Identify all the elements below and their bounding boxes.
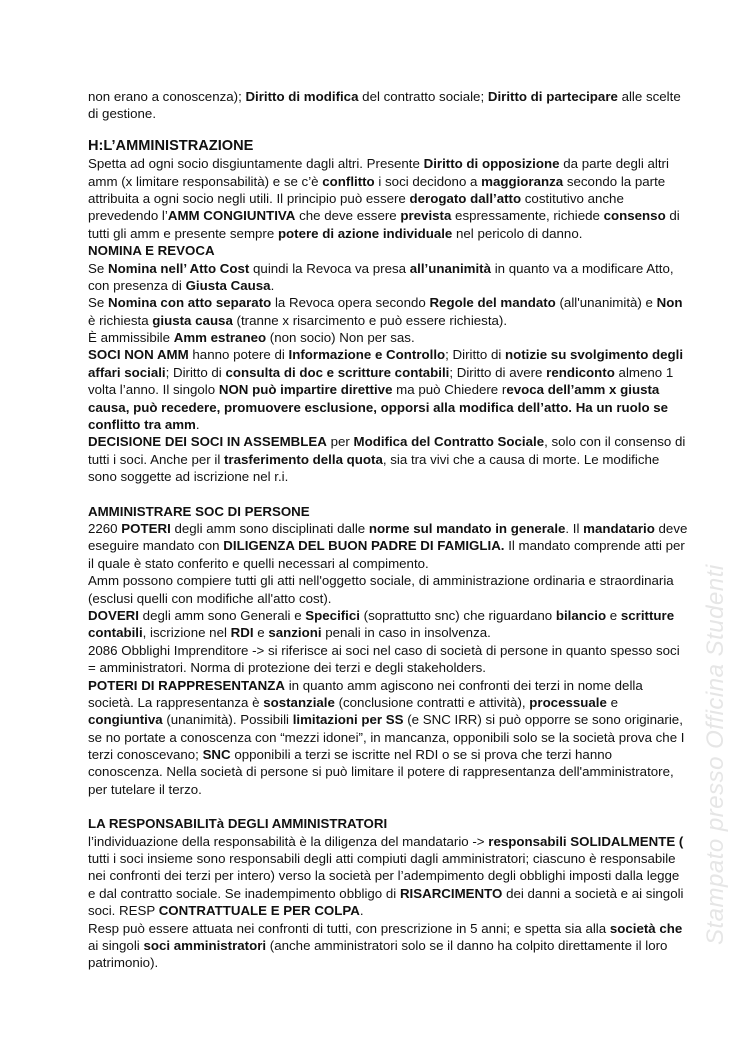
bold-text: norme sul mandato in generale [368, 520, 566, 536]
section-heading: H:L’AMMINISTRAZIONE [88, 137, 254, 154]
bold-text: conflitto [322, 173, 375, 189]
blank-line [88, 798, 663, 813]
bold-text: derogato dall’atto [409, 190, 522, 206]
text-line [88, 833, 684, 850]
text-line [88, 920, 683, 937]
bold-text: affari sociali [88, 364, 166, 380]
bold-text: sostanziale [263, 694, 335, 710]
text: tutti i soci. Anche per il [88, 451, 224, 467]
bold-text: notizie su svolgimento degli [505, 347, 684, 363]
text-line [88, 260, 674, 277]
bold-text: NON può impartire direttive [218, 382, 393, 398]
text: costitutivo anche [521, 190, 624, 206]
text: opponibili a terzi se iscritte nel RDI o se si prova che terzi hanno [230, 747, 613, 763]
text: Amm possono compiere tutti gli atti nell'oggetto sociale, di amministrazione ordinaria e straordinaria [88, 573, 674, 589]
bold-text: NOMINA E REVOCA [88, 243, 215, 259]
text-line [88, 607, 675, 624]
text: con presenza di [88, 277, 186, 293]
bold-text: AMMINISTRARE SOC DI PERSONE [88, 503, 310, 519]
text: penali in caso in insolvenza. [321, 625, 491, 641]
text-line [88, 659, 663, 676]
bold-text: consulta di doc e scritture contabili [225, 364, 450, 380]
bold-text: maggioranza [481, 173, 564, 189]
bold-text: giusta causa [152, 312, 233, 328]
bold-text: Giusta Causa [185, 277, 271, 293]
bold-text: consenso [603, 208, 666, 224]
text-line [88, 590, 663, 607]
text: (soprattutto snc) che riguardano [359, 607, 556, 623]
text-line [88, 329, 663, 346]
text: quindi la Revoca va presa [249, 260, 410, 276]
bold-text: contabili [88, 625, 143, 641]
bold-text: sanzioni [268, 625, 322, 641]
text-line [88, 555, 663, 572]
text-line [88, 815, 663, 832]
text: ; Diritto di [165, 364, 226, 380]
text-line [88, 433, 686, 450]
text: . Il [565, 520, 584, 536]
text: conoscenza. Nella società di persone si può limitare il potere di rappresentanza dell'amministratore, [88, 764, 674, 780]
bold-text: RDI [230, 625, 254, 641]
text: di gestione. [88, 106, 157, 122]
text: per [326, 434, 354, 450]
bold-text: CONTRATTUALE E PER COLPA [158, 903, 360, 919]
bold-text: AMM CONGIUNTIVA [167, 208, 296, 224]
bold-text: bilancio [555, 607, 607, 623]
text: eseguire mandato con [88, 538, 224, 554]
text-line [88, 399, 669, 416]
bold-text: conflitto tra amm [88, 417, 196, 433]
text-line [88, 781, 663, 798]
bold-text: Regole del mandato [429, 295, 556, 311]
text-line [88, 468, 663, 485]
text-line [88, 624, 663, 641]
text: degli amm sono Generali e [138, 607, 306, 623]
bold-text: RISARCIMENTO [399, 885, 503, 901]
text: (e SNC IRR) si può opporre se sono originarie, [403, 712, 683, 728]
text: Spetta ad ogni socio disgiuntamente dagli altri. Presente [88, 156, 424, 172]
text-line [88, 294, 683, 311]
text: società. La rappresentanza è [88, 694, 264, 710]
text: del contratto sociale; [358, 89, 488, 104]
text-line [88, 729, 685, 746]
text: da parte degli altri [559, 156, 669, 172]
bold-text: Nomina nell’ Atto Cost [107, 260, 250, 276]
text-line [88, 954, 663, 971]
text-line [88, 537, 685, 554]
text: ; Diritto di avere [449, 364, 547, 380]
bold-text: POTERI DI RAPPRESENTANZA [88, 677, 286, 693]
bold-text: causa, può recedere, promuovere esclusione, opporsi alla modifica dell’atto. Ha un ruolo se [88, 399, 669, 415]
text-line [88, 850, 676, 867]
blank-line [88, 123, 663, 138]
text: 2086 Obblighi Imprenditore -> si riferisce ai soci nel caso di società di persone in quanto spesso soci [88, 642, 680, 658]
text: (anche amministratori solo se il danno ha colpito direttamente il loro [266, 937, 668, 953]
text: e [253, 625, 269, 641]
bold-text: Amm estraneo [173, 330, 267, 346]
text-line [88, 572, 674, 589]
bold-text: scritture [620, 607, 675, 623]
bold-text: processuale [529, 694, 607, 710]
text: l’individuazione della responsabilità è la diligenza del mandatario -> [88, 833, 489, 849]
text: almeno 1 [614, 364, 674, 380]
text: attribuita a ogni socio negli utili. Il principio può essere [88, 190, 410, 206]
text: hanno potere di [188, 347, 289, 363]
bold-text: società che [609, 920, 683, 936]
text-line [88, 207, 680, 224]
text: (unanimità). Possibili [162, 712, 293, 728]
text: sono soggette ad iscrizione nel r.i. [88, 469, 289, 485]
text: . [270, 277, 275, 293]
bold-text: Non [656, 295, 683, 311]
text-line [88, 155, 669, 172]
text-line [88, 642, 680, 659]
text: (conclusione contratti e attività), [334, 694, 530, 710]
bold-text: Diritto di opposizione [423, 156, 560, 172]
bold-text: responsabili SOLIDALMENTE ( [488, 833, 684, 849]
text: . [359, 903, 364, 919]
bold-text: SNC [202, 747, 231, 763]
text: in quanto va a modificare Atto, [491, 260, 674, 276]
text-line [88, 364, 674, 381]
text: tutti gli amm e presente sempre [88, 225, 278, 241]
text-line [88, 277, 663, 294]
bold-text: trasferimento della quota [224, 451, 383, 467]
text: il quale è stato conferito e quelli necessari al compimento. [88, 555, 429, 571]
text: = amministratori. Norma di protezione dei terzi e degli stakeholders. [88, 660, 486, 676]
text-line [88, 711, 683, 728]
text-line [88, 746, 663, 763]
bold-text: potere di azione individuale [277, 225, 453, 241]
text: nei confronti dei terzi per intero) verso la società per l’adempimento degli obblighi imposti dalla legge [88, 868, 680, 884]
bold-text: Diritto di modifica [245, 89, 359, 104]
text-line [88, 902, 663, 919]
text: Se [88, 260, 108, 276]
text-line [88, 105, 663, 122]
text: (all'unanimità) e [555, 295, 657, 311]
text-line [88, 763, 674, 780]
bold-text: Modifica del Contratto Sociale [353, 434, 545, 450]
bold-text: POTERI [121, 520, 171, 536]
text-line [88, 190, 663, 207]
text-line [88, 451, 663, 468]
text: soci. RESP [88, 903, 159, 919]
text: (non socio) Non per sas. [266, 330, 415, 346]
text: ; Diritto di [445, 347, 505, 363]
text-line [88, 312, 663, 329]
text: È ammissibile [88, 330, 174, 346]
text: terzi conoscevano; [88, 747, 203, 763]
text: alle scelte [617, 89, 681, 104]
text: nel pericolo di danno. [452, 225, 583, 241]
text: 2260 [88, 520, 122, 536]
bold-text: Specifici [305, 607, 360, 623]
text: i soci decidono a [374, 173, 482, 189]
text-line [88, 867, 680, 884]
text: Se [88, 295, 108, 311]
bold-text: Diritto di partecipare [487, 89, 618, 104]
text-line [88, 88, 681, 105]
text-line [88, 885, 684, 902]
text: e [606, 607, 621, 623]
bold-text: prevista [400, 208, 452, 224]
text: ma può Chiedere r [392, 382, 507, 398]
text: , iscrizione nel [142, 625, 231, 641]
bold-text: DOVERI [88, 607, 139, 623]
text-line [88, 381, 663, 398]
bold-text: rendiconto [546, 364, 615, 380]
bold-text: all’unanimità [409, 260, 492, 276]
text-line [88, 225, 663, 242]
text: se no portate a conoscenza con “mezzi idonei”, in mancanza, opponibili solo se la società prova che I [88, 729, 685, 745]
text: dei danni a società e ai singoli [502, 885, 684, 901]
text-line [88, 416, 663, 433]
text: amm (x limitare responsabilità) e se c’è [88, 173, 323, 189]
text: secondo la parte [563, 173, 666, 189]
bold-text: DILIGENZA DEL BUON PADRE DI FAMIGLIA. [223, 538, 505, 554]
watermark: Stampato presso Officina Studenti [702, 564, 729, 945]
text-line [88, 173, 666, 190]
text: per tutelare il terzo. [88, 781, 202, 797]
text-line [88, 694, 663, 711]
bold-text: evoca dell’amm x giusta [506, 382, 660, 398]
bold-text: Nomina con atto separato [107, 295, 272, 311]
document-body [88, 88, 688, 972]
text: è richiesta [88, 312, 153, 328]
text: , solo con il consenso di [544, 434, 686, 450]
blank-line [88, 486, 663, 501]
text: volta l’anno. Il singolo [88, 382, 219, 398]
text-line [88, 242, 663, 259]
bold-text: limitazioni per SS [292, 712, 404, 728]
text: (esclusi quelli con modifiche all'atto cost). [88, 590, 332, 606]
text: espressamente, richiede [451, 208, 604, 224]
bold-text: DECISIONE DEI SOCI IN ASSEMBLEA [88, 434, 327, 450]
text-line [88, 346, 684, 363]
text: (tranne x risarcimento e può essere richiesta). [232, 312, 508, 328]
text-line [88, 677, 663, 694]
text: in quanto amm agiscono nei confronti dei terzi in nome della [285, 677, 643, 693]
text: tutti i soci insieme sono responsabili degli atti compiuti dagli amministratori; ciascuno è responsabile [88, 851, 676, 867]
bold-text: soci amministratori [143, 937, 267, 953]
text: e dal contratto sociale. Se inadempimento obbligo di [88, 885, 400, 901]
text: la Revoca opera secondo [271, 295, 430, 311]
text: e [606, 694, 618, 710]
text: di [665, 208, 680, 224]
text: ai singoli [88, 937, 144, 953]
text: . [195, 417, 200, 433]
text: prevedendo l’ [88, 208, 168, 224]
text: Il mandato comprende atti per [504, 538, 685, 554]
text-line [88, 937, 668, 954]
text: non erano a conoscenza); [88, 89, 246, 104]
bold-text: mandatario [583, 520, 655, 536]
bold-text: LA RESPONSABILITà DEGLI AMMINISTRATORI [88, 816, 388, 832]
text: patrimonio). [88, 955, 159, 971]
text: Resp può essere attuata nei confronti di tutti, con prescrizione in 5 anni; e spetta sia alla [88, 920, 610, 936]
text-line [88, 503, 663, 520]
bold-text: Informazione e Controllo [288, 347, 446, 363]
text: degli amm sono disciplinati dalle [170, 520, 369, 536]
bold-text: congiuntiva [88, 712, 163, 728]
text: che deve essere [295, 208, 401, 224]
text-line [88, 520, 688, 537]
text: , sia tra vivi che a causa di morte. Le modifiche [382, 451, 660, 467]
bold-text: SOCI NON AMM [88, 347, 189, 363]
text: deve [654, 520, 688, 536]
